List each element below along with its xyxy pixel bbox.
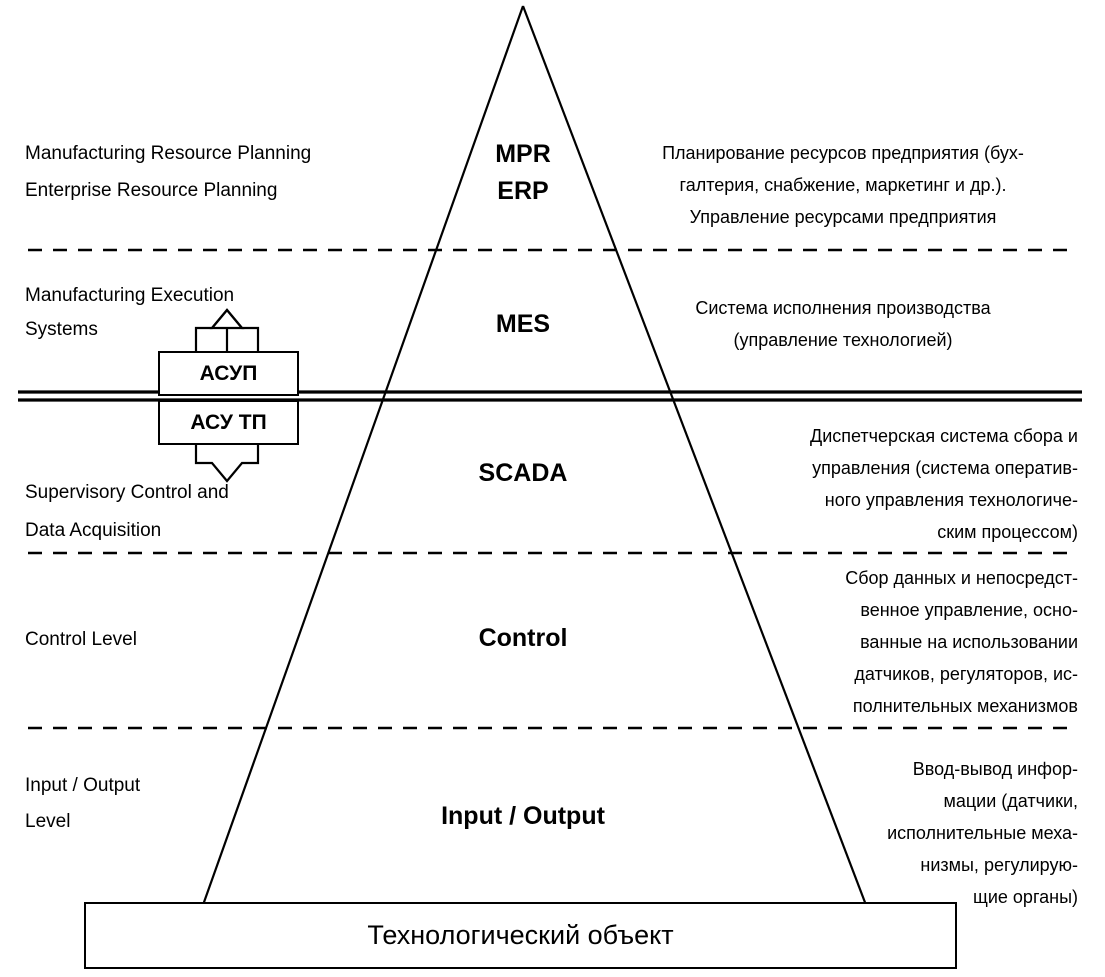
tier-control-right-line3: ванные на использовании	[860, 632, 1078, 652]
tier-io-right-line1: Ввод-вывод инфор-	[912, 759, 1078, 779]
asutp-box	[158, 400, 299, 445]
tier-mes-label: MES	[495, 310, 551, 338]
tier-io-label: Input / Output	[441, 802, 605, 830]
tier-mes-right-line2: (управление технологией)	[733, 330, 953, 350]
tier-scada-label: SCADA	[478, 459, 568, 487]
tier-mrp-label: MPR	[495, 140, 551, 168]
tier-mes-left-line2: Systems	[25, 319, 98, 340]
tier-control-right-line4: датчиков, регуляторов, ис-	[854, 664, 1078, 684]
tier-mrp-erp-right-line1: Планирование ресурсов предприятия (бух-	[662, 143, 1024, 163]
tier-control-right-line5: полнительных механизмов	[852, 696, 1078, 716]
tier-scada-left-line2: Data Acquisition	[25, 520, 162, 541]
tier-control-right-line2: венное управление, осно-	[860, 600, 1078, 620]
tier-scada-right-line2: управления (система оператив-	[812, 458, 1078, 478]
tier-mrp-erp-left-line1: Manufacturing Resource Planning	[25, 143, 312, 164]
tier-control-right-line1: Сбор данных и непосредст-	[845, 568, 1078, 588]
tier-io-right-line3: исполнительные меха-	[887, 823, 1078, 843]
technological-object-box	[84, 902, 957, 969]
tier-erp-label: ERP	[497, 177, 549, 205]
tier-mes-left-line1: Manufacturing Execution	[25, 285, 235, 306]
tier-scada-right-line1: Диспетчерская система сбора и	[810, 426, 1078, 446]
asup-label: АСУП	[199, 361, 258, 385]
technological-object-label: Технологический объект	[367, 920, 674, 950]
tier-scada-left-line1: Supervisory Control and	[25, 482, 229, 503]
tier-mrp-erp-left-line2: Enterprise Resource Planning	[25, 180, 278, 201]
tier-mrp-erp-right-line2: галтерия, снабжение, маркетинг и др.).	[679, 175, 1007, 195]
tier-mes-right-line1: Система исполнения производства	[695, 298, 991, 318]
tier-io-left-line1: Input / Output	[25, 775, 141, 796]
tier-control-label: Control	[478, 624, 568, 652]
tier-control-left-line1: Control Level	[25, 629, 137, 650]
tier-scada-right-line3: ного управления технологиче-	[824, 490, 1078, 510]
tier-mrp-erp-right-line3: Управление ресурсами предприятия	[689, 207, 997, 227]
tier-io-right-line4: низмы, регулирую-	[920, 855, 1078, 875]
tier-io-left-line2: Level	[25, 811, 71, 832]
tier-scada-right-line4: ским процессом)	[937, 522, 1078, 542]
tier-io-right-line2: мации (датчики,	[943, 791, 1078, 811]
tier-io-right-line5: щие органы)	[973, 887, 1078, 907]
asup-box	[158, 351, 299, 396]
asutp-label: АСУ ТП	[190, 410, 267, 434]
